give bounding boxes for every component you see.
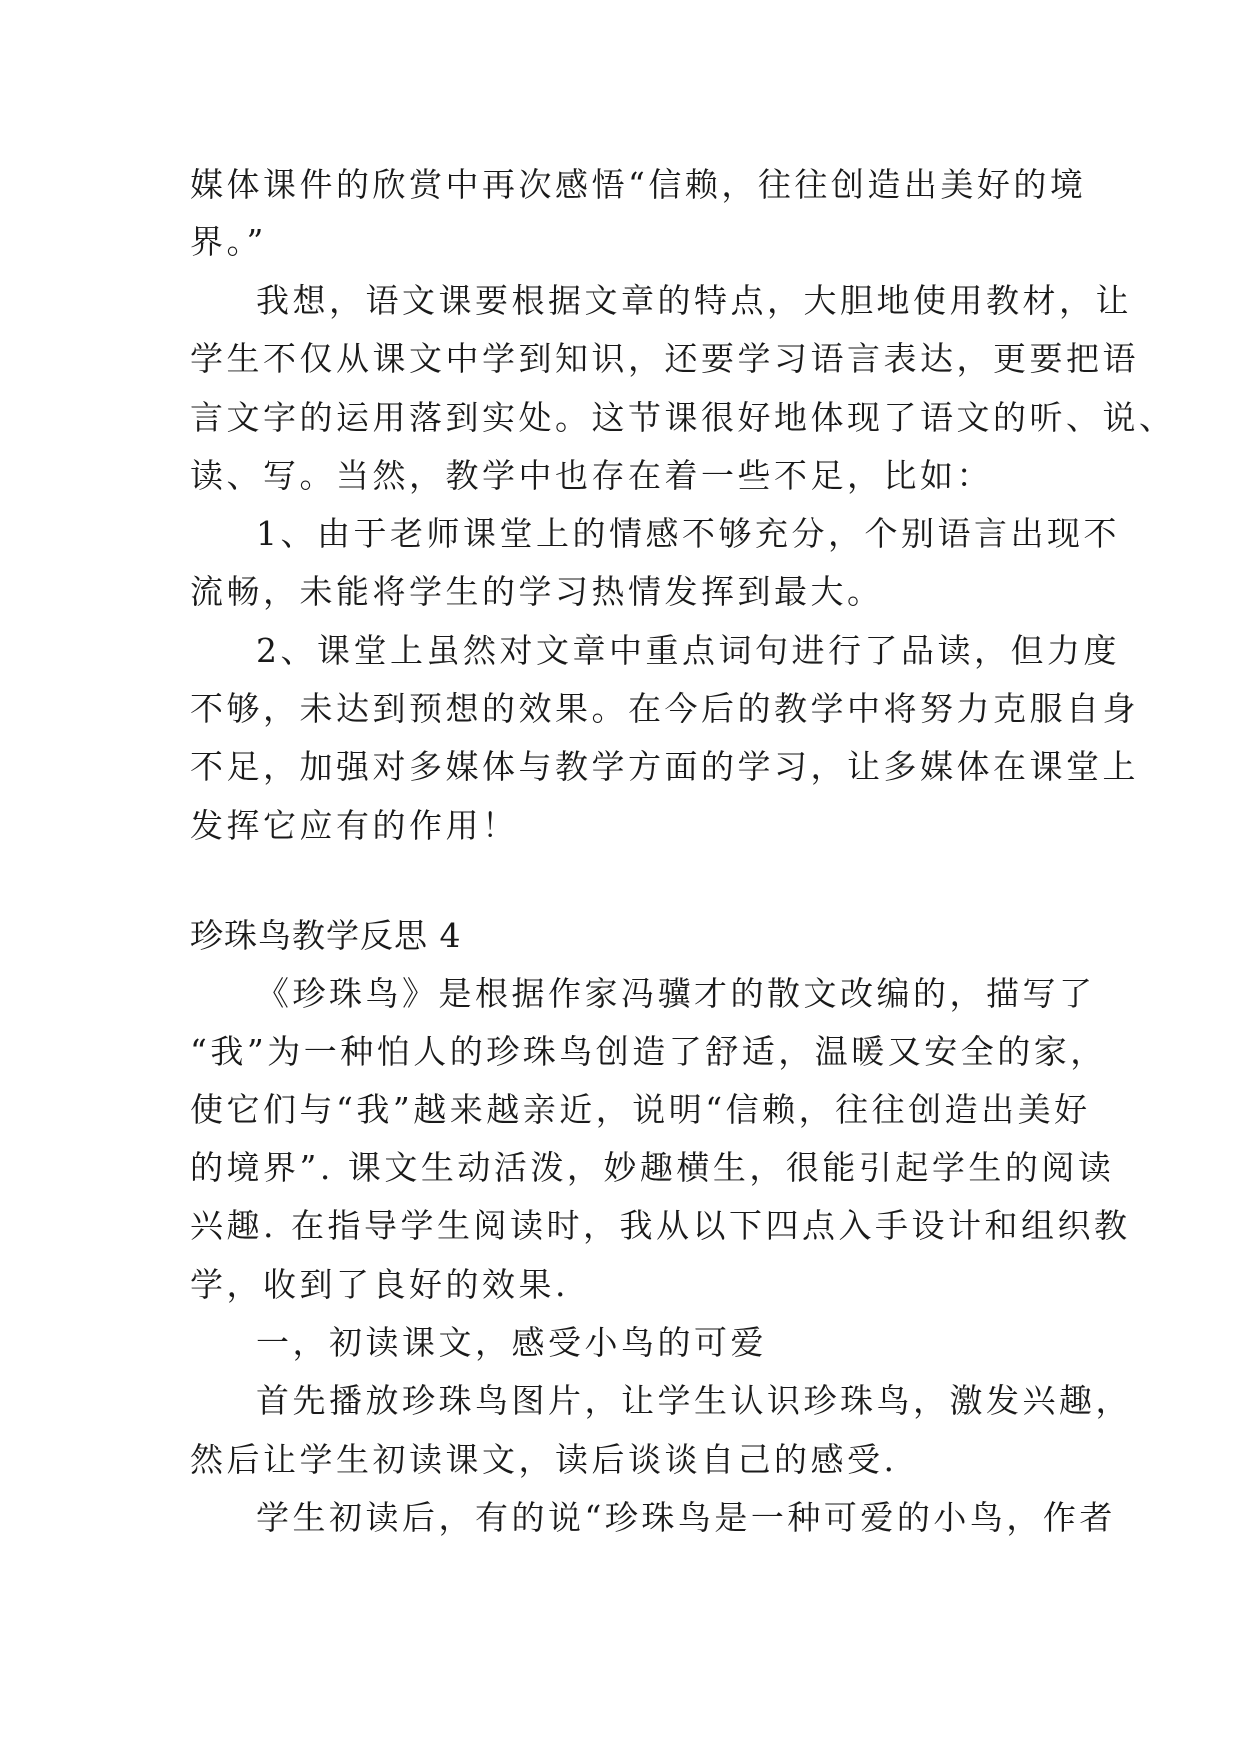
paragraph-line: 使它们与“我”越来越亲近，说明“信赖，往往创造出美好 bbox=[190, 1090, 1091, 1129]
paragraph-line: 学生初读后，有的说“珍珠鸟是一种可爱的小鸟，作者 bbox=[256, 1498, 1116, 1537]
paragraph-line: 流畅，未能将学生的学习热情发挥到最大。 bbox=[190, 572, 884, 611]
paragraph-line: 兴趣. 在指导学生阅读时，我从以下四点入手设计和组织教 bbox=[190, 1206, 1131, 1245]
paragraph-line: 然后让学生初读课文，读后谈谈自己的感受. bbox=[190, 1440, 898, 1479]
paragraph-line: 发挥它应有的作用！ bbox=[190, 806, 519, 845]
paragraph-line: 的境界”. 课文生动活泼，妙趣横生，很能引起学生的阅读 bbox=[190, 1148, 1115, 1187]
paragraph-line: 读、写。当然，教学中也存在着一些不足，比如： bbox=[190, 456, 993, 495]
paragraph-line: 学，收到了良好的效果. bbox=[190, 1265, 569, 1304]
paragraph-line: 界。” bbox=[190, 222, 267, 261]
section-heading: 珍珠鸟教学反思 4 bbox=[190, 916, 462, 955]
paragraph-line: 不足，加强对多媒体与教学方面的学习，让多媒体在课堂上 bbox=[190, 747, 1139, 786]
paragraph-line: 一，初读课文，感受小鸟的可爱 bbox=[256, 1323, 767, 1362]
paragraph-line: 不够，未达到预想的效果。在今后的教学中将努力克服自身 bbox=[190, 689, 1139, 728]
paragraph-line: “我”为一种怕人的珍珠鸟创造了舒适，温暖又安全的家， bbox=[190, 1032, 1107, 1071]
paragraph-line: 首先播放珍珠鸟图片，让学生认识珍珠鸟，激发兴趣， bbox=[256, 1381, 1132, 1420]
paragraph-line: 2、课堂上虽然对文章中重点词句进行了品读，但力度 bbox=[256, 631, 1120, 670]
paragraph-line: 言文字的运用落到实处。这节课很好地体现了语文的听、说、 bbox=[190, 398, 1176, 437]
paragraph-line: 媒体课件的欣赏中再次感悟“信赖，往往创造出美好的境 bbox=[190, 165, 1087, 204]
paragraph-line: 《珍珠鸟》是根据作家冯骥才的散文改编的，描写了 bbox=[256, 974, 1096, 1013]
paragraph-line: 学生不仅从课文中学到知识，还要学习语言表达，更要把语 bbox=[190, 339, 1139, 378]
paragraph-line: 1、由于老师课堂上的情感不够充分，个别语言出现不 bbox=[256, 514, 1120, 553]
paragraph-line: 我想，语文课要根据文章的特点，大胆地使用教材，让 bbox=[256, 281, 1132, 320]
